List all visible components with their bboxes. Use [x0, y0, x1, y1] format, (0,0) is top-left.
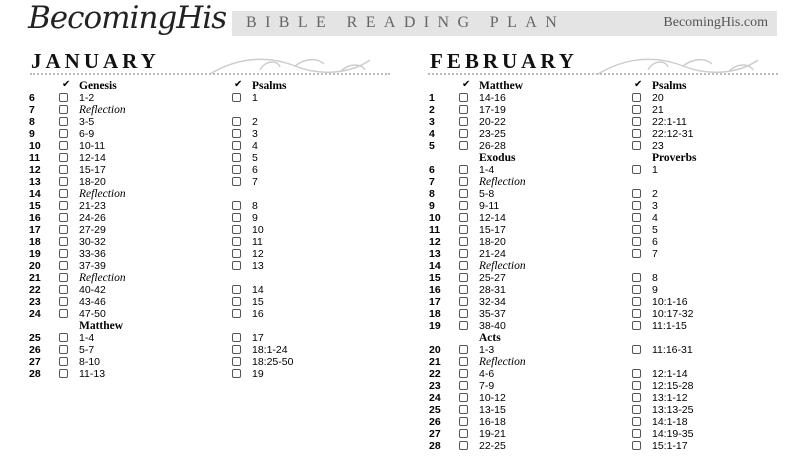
reading-passage: 21-23 — [79, 200, 106, 212]
reading-checkbox[interactable] — [459, 321, 468, 330]
reading-passage: 18:1-24 — [252, 344, 288, 356]
reading-checkbox[interactable] — [459, 105, 468, 114]
reading-passage: 18-20 — [479, 236, 506, 248]
day-number: 27 — [29, 356, 41, 368]
reading-passage: 25-27 — [479, 272, 506, 284]
reading-passage: 3 — [252, 128, 258, 140]
reading-checkbox[interactable] — [459, 201, 468, 210]
day-number: 12 — [429, 236, 441, 248]
day-number: 19 — [429, 320, 441, 332]
reading-checkbox[interactable] — [459, 369, 468, 378]
reading-passage: 4 — [652, 212, 658, 224]
day-number: 21 — [429, 356, 441, 368]
reading-checkbox[interactable] — [632, 381, 641, 390]
book-heading: Acts — [479, 332, 501, 344]
reading-passage: 9 — [652, 284, 658, 296]
reading-passage: 1 — [652, 164, 658, 176]
day-number: 20 — [429, 344, 441, 356]
reading-checkbox[interactable] — [232, 285, 241, 294]
swirl-ornament — [200, 52, 390, 83]
day-number: 24 — [29, 308, 41, 320]
reading-checkbox[interactable] — [632, 345, 641, 354]
day-number: 28 — [429, 440, 441, 452]
day-number: 28 — [29, 368, 41, 380]
reading-passage: 17 — [252, 332, 264, 344]
day-number: 25 — [29, 332, 41, 344]
reading-checkbox[interactable] — [59, 249, 68, 258]
book-heading: Matthew — [479, 80, 524, 92]
day-number: 23 — [429, 380, 441, 392]
reading-passage: 19 — [252, 368, 264, 380]
day-number: 18 — [429, 308, 441, 320]
reading-passage: 1-4 — [79, 332, 95, 344]
book-heading: Genesis — [79, 80, 117, 92]
reading-checkbox[interactable] — [459, 429, 468, 438]
reading-passage: 5-8 — [479, 188, 495, 200]
day-number: 21 — [29, 272, 41, 284]
day-number: 17 — [29, 224, 41, 236]
reading-checkbox[interactable] — [459, 141, 468, 150]
reading-checkbox[interactable] — [632, 141, 641, 150]
reading-passage: 16 — [252, 308, 264, 320]
reading-passage: 21-24 — [479, 248, 506, 260]
reading-passage: 21 — [652, 104, 664, 116]
reading-checkbox[interactable] — [459, 189, 468, 198]
reading-passage: 4-6 — [479, 368, 495, 380]
reading-checkbox[interactable] — [59, 189, 68, 198]
day-number: 18 — [29, 236, 41, 248]
reading-checkbox[interactable] — [59, 213, 68, 222]
reading-passage: 20 — [652, 92, 664, 104]
reading-passage: 15-17 — [479, 224, 506, 236]
reading-checkbox[interactable] — [459, 249, 468, 258]
reading-checkbox[interactable] — [232, 201, 241, 210]
day-number: 15 — [429, 272, 441, 284]
reading-passage: 11-13 — [79, 368, 106, 380]
reflection-label: Reflection — [479, 260, 526, 272]
reading-checkbox[interactable] — [59, 333, 68, 342]
reading-passage: 7 — [652, 248, 658, 260]
reading-passage: 2 — [652, 188, 658, 200]
day-number: 12 — [29, 164, 41, 176]
reading-checkbox[interactable] — [59, 225, 68, 234]
day-number: 22 — [29, 284, 41, 296]
reading-passage: 10:1-16 — [652, 296, 688, 308]
reading-passage: 32-34 — [479, 296, 506, 308]
book-heading: Matthew — [79, 320, 124, 332]
reading-passage: 10:17-32 — [652, 308, 694, 320]
reading-checkbox[interactable] — [59, 177, 68, 186]
day-number: 13 — [29, 176, 41, 188]
reading-checkbox[interactable] — [232, 93, 241, 102]
reading-checkbox[interactable] — [459, 393, 468, 402]
reading-passage: 1-4 — [479, 164, 495, 176]
reading-checkbox[interactable] — [59, 93, 68, 102]
reading-passage: 35-37 — [479, 308, 506, 320]
day-number: 10 — [429, 212, 441, 224]
reading-passage: 22:12-31 — [652, 128, 694, 140]
day-number: 6 — [29, 92, 35, 104]
day-number: 9 — [29, 128, 35, 140]
reading-checkbox[interactable] — [459, 117, 468, 126]
day-number: 8 — [29, 116, 35, 128]
reading-checkbox[interactable] — [459, 165, 468, 174]
reading-passage: 5-7 — [79, 344, 95, 356]
reading-checkbox[interactable] — [632, 285, 641, 294]
reading-checkbox[interactable] — [632, 369, 641, 378]
reading-checkbox[interactable] — [59, 297, 68, 306]
reading-passage: 38-40 — [479, 320, 506, 332]
reflection-label: Reflection — [79, 104, 126, 116]
day-number: 25 — [429, 404, 441, 416]
reading-passage: 27-29 — [79, 224, 106, 236]
reading-checkbox[interactable] — [632, 213, 641, 222]
reading-checkbox[interactable] — [459, 93, 468, 102]
reading-passage: 22:1-11 — [652, 116, 687, 128]
reading-passage: 8 — [252, 200, 258, 212]
reading-checkbox[interactable] — [59, 105, 68, 114]
reading-checkbox[interactable] — [459, 213, 468, 222]
reading-passage: 4 — [252, 140, 258, 152]
book-heading: Exodus — [479, 152, 516, 164]
reading-checkbox[interactable] — [232, 249, 241, 258]
reading-checkbox[interactable] — [632, 393, 641, 402]
reading-passage: 19-21 — [479, 428, 506, 440]
reading-checkbox[interactable] — [232, 225, 241, 234]
day-number: 14 — [29, 188, 41, 200]
swirl-ornament — [588, 52, 778, 83]
reading-checkbox[interactable] — [632, 189, 641, 198]
reading-checkbox[interactable] — [59, 285, 68, 294]
reading-passage: 13:1-12 — [652, 392, 688, 404]
reading-passage: 18:25-50 — [252, 356, 294, 368]
reading-checkbox[interactable] — [632, 93, 641, 102]
reading-checkbox[interactable] — [632, 129, 641, 138]
reading-checkbox[interactable] — [59, 261, 68, 270]
reading-passage: 6 — [652, 236, 658, 248]
reading-checkbox[interactable] — [632, 273, 641, 282]
reading-checkbox[interactable] — [459, 285, 468, 294]
day-number: 9 — [429, 200, 435, 212]
reading-passage: 3 — [652, 200, 658, 212]
reading-passage: 24-26 — [79, 212, 106, 224]
reading-checkbox[interactable] — [459, 225, 468, 234]
reading-passage: 1-3 — [479, 344, 495, 356]
reading-passage: 22-25 — [479, 440, 506, 452]
reading-checkbox[interactable] — [232, 345, 241, 354]
day-number: 2 — [429, 104, 435, 116]
reading-checkbox[interactable] — [232, 357, 241, 366]
reading-checkbox[interactable] — [632, 405, 641, 414]
reading-checkbox[interactable] — [459, 273, 468, 282]
month-title: FEBRUARY — [430, 49, 578, 73]
reading-checkbox[interactable] — [459, 405, 468, 414]
reading-checkbox[interactable] — [59, 345, 68, 354]
reading-passage: 10 — [252, 224, 264, 236]
reading-checkbox[interactable] — [632, 249, 641, 258]
reading-passage: 43-46 — [79, 296, 106, 308]
reading-passage: 13:13-25 — [652, 404, 694, 416]
reading-checkbox[interactable] — [232, 237, 241, 246]
reading-checkbox[interactable] — [632, 441, 641, 450]
day-number: 11 — [429, 224, 441, 236]
day-number: 10 — [29, 140, 41, 152]
reading-checkbox[interactable] — [632, 309, 641, 318]
reading-passage: 1-2 — [79, 92, 95, 104]
reading-checkbox[interactable] — [59, 153, 68, 162]
reading-passage: 5 — [652, 224, 658, 236]
day-number: 22 — [429, 368, 441, 380]
reading-passage: 13-15 — [479, 404, 506, 416]
reflection-label: Reflection — [79, 188, 126, 200]
reading-passage: 18-20 — [79, 176, 106, 188]
reading-passage: 13 — [252, 260, 264, 272]
reading-checkbox[interactable] — [232, 369, 241, 378]
reading-checkbox[interactable] — [59, 357, 68, 366]
reading-passage: 37-39 — [79, 260, 106, 272]
check-icon: ✔ — [62, 79, 71, 90]
reading-checkbox[interactable] — [59, 201, 68, 210]
day-number: 13 — [429, 248, 441, 260]
reading-passage: 23 — [652, 140, 664, 152]
reading-checkbox[interactable] — [459, 417, 468, 426]
day-number: 4 — [429, 128, 435, 140]
reading-checkbox[interactable] — [59, 309, 68, 318]
reflection-label: Reflection — [79, 272, 126, 284]
reading-checkbox[interactable] — [459, 177, 468, 186]
reading-passage: 14:19-35 — [652, 428, 694, 440]
reading-passage: 6 — [252, 164, 258, 176]
reading-passage: 8-10 — [79, 356, 101, 368]
day-number: 6 — [429, 164, 435, 176]
reading-checkbox[interactable] — [459, 237, 468, 246]
reading-checkbox[interactable] — [232, 309, 241, 318]
reading-checkbox[interactable] — [632, 117, 641, 126]
reading-checkbox[interactable] — [632, 105, 641, 114]
reading-passage: 14:1-18 — [652, 416, 688, 428]
reading-checkbox[interactable] — [459, 357, 468, 366]
reading-checkbox[interactable] — [59, 117, 68, 126]
reading-passage: 9 — [252, 212, 258, 224]
reading-checkbox[interactable] — [632, 429, 641, 438]
reading-passage: 12:1-14 — [652, 368, 688, 380]
reading-checkbox[interactable] — [232, 213, 241, 222]
reading-passage: 12-14 — [79, 152, 106, 164]
reading-checkbox[interactable] — [232, 129, 241, 138]
reading-passage: 23-25 — [479, 128, 506, 140]
reading-checkbox[interactable] — [459, 345, 468, 354]
day-number: 27 — [429, 428, 441, 440]
day-number: 23 — [29, 296, 41, 308]
reading-checkbox[interactable] — [632, 417, 641, 426]
month-title: JANUARY — [31, 49, 160, 73]
day-number: 7 — [429, 176, 435, 188]
reading-checkbox[interactable] — [459, 297, 468, 306]
reflection-label: Reflection — [479, 176, 526, 188]
day-number: 17 — [429, 296, 441, 308]
reading-passage: 11:16-31 — [652, 344, 693, 356]
reading-checkbox[interactable] — [459, 309, 468, 318]
reading-passage: 16-18 — [479, 416, 506, 428]
reading-checkbox[interactable] — [459, 261, 468, 270]
book-heading: Proverbs — [652, 152, 697, 164]
book-heading: Psalms — [652, 80, 687, 92]
reading-passage: 15-17 — [79, 164, 106, 176]
check-icon: ✔ — [634, 79, 643, 90]
reading-passage: 14-16 — [479, 92, 506, 104]
reading-passage: 12-14 — [479, 212, 506, 224]
reading-checkbox[interactable] — [632, 165, 641, 174]
reading-passage: 11:1-15 — [652, 320, 687, 332]
reading-checkbox[interactable] — [232, 177, 241, 186]
day-number: 1 — [429, 92, 435, 104]
reading-passage: 11 — [252, 236, 263, 248]
title-banner — [232, 11, 777, 36]
reading-passage: 15 — [252, 296, 264, 308]
day-number: 16 — [29, 212, 41, 224]
reading-passage: 26-28 — [479, 140, 506, 152]
reading-passage: 5 — [252, 152, 258, 164]
reading-checkbox[interactable] — [632, 237, 641, 246]
day-number: 20 — [29, 260, 41, 272]
day-number: 24 — [429, 392, 441, 404]
day-number: 3 — [429, 116, 435, 128]
day-number: 16 — [429, 284, 441, 296]
reading-checkbox[interactable] — [632, 201, 641, 210]
day-number: 19 — [29, 248, 41, 260]
check-icon: ✔ — [462, 79, 471, 90]
reading-checkbox[interactable] — [632, 297, 641, 306]
day-number: 14 — [429, 260, 441, 272]
day-number: 8 — [429, 188, 435, 200]
banner-title: BIBLE READING PLAN — [246, 14, 566, 31]
reading-passage: 6-9 — [79, 128, 95, 140]
reading-passage: 33-36 — [79, 248, 106, 260]
reading-passage: 20-22 — [479, 116, 506, 128]
reading-passage: 2 — [252, 116, 258, 128]
reading-passage: 3-5 — [79, 116, 95, 128]
reading-passage: 28-31 — [479, 284, 506, 296]
reading-checkbox[interactable] — [459, 441, 468, 450]
reading-checkbox[interactable] — [59, 273, 68, 282]
reading-passage: 17-19 — [479, 104, 506, 116]
reading-passage: 14 — [252, 284, 264, 296]
reading-passage: 7 — [252, 176, 258, 188]
reading-checkbox[interactable] — [459, 129, 468, 138]
reading-checkbox[interactable] — [232, 165, 241, 174]
reading-checkbox[interactable] — [632, 321, 641, 330]
day-number: 26 — [29, 344, 41, 356]
reading-passage: 1 — [252, 92, 258, 104]
reading-checkbox[interactable] — [232, 297, 241, 306]
day-number: 26 — [429, 416, 441, 428]
book-heading: Psalms — [252, 80, 287, 92]
reading-passage: 30-32 — [79, 236, 106, 248]
reading-checkbox[interactable] — [232, 153, 241, 162]
reading-checkbox[interactable] — [59, 141, 68, 150]
reading-checkbox[interactable] — [59, 369, 68, 378]
reading-passage: 47-50 — [79, 308, 106, 320]
day-number: 5 — [429, 140, 435, 152]
logo: BecomingHis — [28, 0, 227, 36]
check-icon: ✔ — [234, 79, 243, 90]
reflection-label: Reflection — [479, 356, 526, 368]
day-number: 15 — [29, 200, 41, 212]
reading-checkbox[interactable] — [232, 261, 241, 270]
reading-checkbox[interactable] — [459, 381, 468, 390]
reading-passage: 10-11 — [79, 140, 106, 152]
reading-checkbox[interactable] — [232, 117, 241, 126]
day-number: 11 — [29, 152, 41, 164]
reading-passage: 12 — [252, 248, 264, 260]
reading-passage: 10-12 — [479, 392, 506, 404]
reading-checkbox[interactable] — [632, 225, 641, 234]
reading-checkbox[interactable] — [59, 237, 68, 246]
reading-passage: 7-9 — [479, 380, 495, 392]
reading-checkbox[interactable] — [59, 129, 68, 138]
reading-checkbox[interactable] — [59, 165, 68, 174]
day-number: 7 — [29, 104, 35, 116]
reading-passage: 15:1-17 — [652, 440, 688, 452]
reading-passage: 8 — [652, 272, 658, 284]
reading-passage: 40-42 — [79, 284, 106, 296]
reading-passage: 9-11 — [479, 200, 500, 212]
reading-passage: 12:15-28 — [652, 380, 694, 392]
reading-checkbox[interactable] — [232, 141, 241, 150]
site-url: BecomingHis.com — [663, 15, 768, 30]
reading-checkbox[interactable] — [232, 333, 241, 342]
